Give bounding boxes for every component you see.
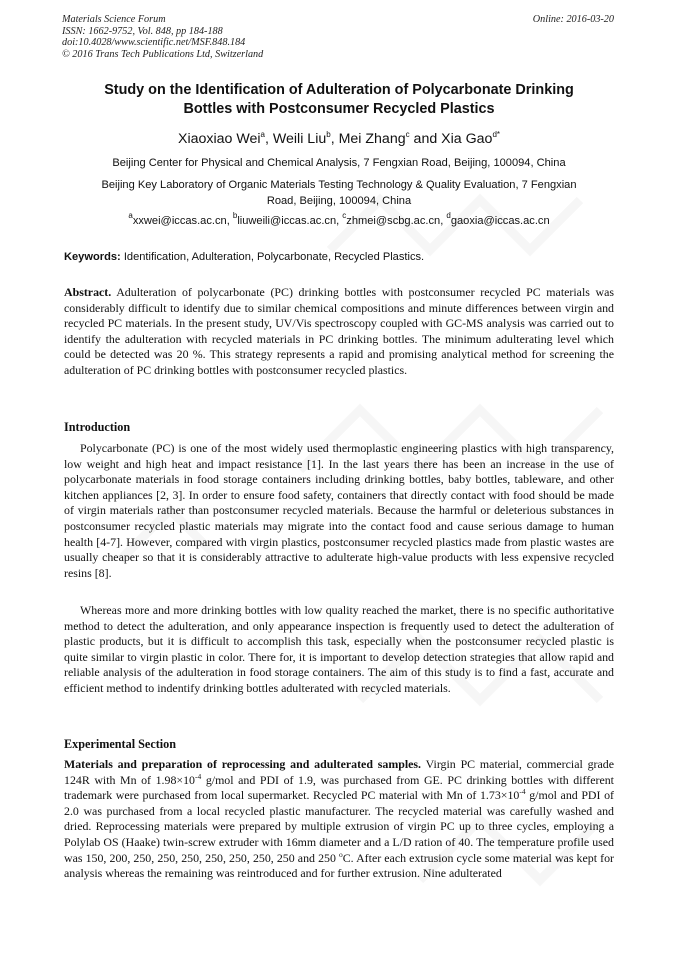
- journal-metadata: [62, 14, 263, 60]
- journal-issn: ISSN: 1662-9752, Vol. 848, pp 184-188: [62, 25, 223, 37]
- experimental-lead: Materials and preparation of reprocessing and adulterated samples.: [64, 757, 422, 771]
- title-line-2: Bottles with Postconsumer Recycled Plastics: [183, 101, 495, 117]
- affiliation-2-line-1: Beijing Key Laboratory of Organic Materials Testing Technology & Quality Evaluation, 7 Fengxian: [101, 179, 577, 191]
- email-link[interactable]: xxwei@iccas.ac.cn: [132, 215, 227, 227]
- title-line-1: Study on the Identification of Adulteration of Polycarbonate Drinking: [104, 82, 574, 98]
- abstract-text: Adulteration of polycarbonate (PC) drinking bottles with postconsumer recycled PC materials was considerably difficult to identify due to similar chemical compositions and minute differences between virgin and recycled PC materials. In the present study, UV/Vis spectroscopy coupled with GC-MS analysis was carried out to identify the adulteration with recycled materials in PC drinking bottles. The minimum adulterating level which could be detected was 20 %. This strategy represents a rapid and promising analytical method for screening the adulteration of PC drinking bottles with postconsumer recycled plastics.: [64, 285, 614, 377]
- email-mark: d: [446, 211, 451, 220]
- email-link[interactable]: zhmei@scbg.ac.cn: [346, 215, 441, 227]
- online-date: Online: 2016-03-20: [532, 14, 614, 25]
- author-affil-mark: b: [326, 130, 331, 139]
- journal-name: Materials Science Forum: [62, 14, 166, 25]
- author-name: Xia Gao: [441, 131, 493, 147]
- experimental-heading: Experimental Section: [64, 737, 177, 751]
- keywords-text: Identification, Adulteration, Polycarbonate, Recycled Plastics.: [123, 251, 425, 263]
- journal-doi[interactable]: doi:10.4028/www.scientific.net/MSF.848.184: [62, 37, 246, 49]
- experimental-text-3: g/mol and PDI of 2.0 was purchased from a local recycled plastic manufacturer. The recycled material was carefully washed and dried. Reprocessing materials were prepared by multiple extrusion of virgin PC up to three cycles, employing a Polylab OS (Haake) twin-screw extruder with 16mm diameter and a L/D ration of 40. The temperature profile used was 150, 200, 250, 250, 250, 250, 250, 250, 250 and 250: [64, 788, 614, 865]
- affiliation-2-line-2: Road, Beijing, 100094, China: [266, 194, 412, 207]
- paper-title: [60, 81, 618, 119]
- author-list: Xiaoxiao Wei$^a$, Weili Liu$^b$, Mei Zhang$^c$ and Xia Gao$^{d*}$: [177, 130, 500, 147]
- experimental-text-1: Virgin PC material, commercial grade 124R with Mn of 1.98×10: [64, 757, 614, 787]
- degree-mark: o: [339, 849, 343, 859]
- author-affil-mark: c: [405, 130, 410, 139]
- keywords: [64, 250, 614, 265]
- email-mark: a: [128, 211, 133, 220]
- introduction-paragraph-1: Polycarbonate (PC) is one of the most widely used thermoplastic engineering plastics with high transparency, low weight and high heat and impact resistance [1]. In the last years there has been an increase in the use of polycarbonate materials in food storage containers including drinking bottles, baby bottles, tableware, and other kitchen appliances [2, 3]. In order to ensure food safety, containers that directly contact with food should be made of virgin materials rather than postconsumer recycled materials. Because the harmful or deleterious substances in postconsumer recycled plastic materials may migrate into the contact food and cause serious damage to human health [4-7]. However, compared with virgin plastics, postconsumer recycled plastics made from plastic wastes are usually cheaper so that it is considerably attractive to adulterate high-value products with less expensive recycled resins [8].: [64, 441, 614, 580]
- email-link[interactable]: gaoxia@iccas.ac.cn: [450, 215, 550, 227]
- author-emails: $^a$xxwei@iccas.ac.cn, $^b$liuweili@iccas.ac.cn, $^c$zhmei@scbg.ac.cn, $^d$gaoxia@iccas.ac.cn: [128, 211, 550, 227]
- experimental-text-4: C. After each extrusion cycle some material was kept for analysis whereas the remaining was reintroduced and for further extrusion. Nine adulterated: [64, 850, 614, 881]
- introduction-heading: Introduction: [64, 420, 131, 434]
- keywords-label: Keywords:: [64, 251, 121, 263]
- affiliation-1: Beijing Center for Physical and Chemical Analysis, 7 Fengxian Road, Beijing, 100094, China: [112, 157, 566, 169]
- abstract: [64, 285, 614, 379]
- author-affil-mark: d*: [492, 130, 500, 139]
- experimental-text-2: g/mol and PDI of 1.9, was purchased from GE. PC drinking bottles with different trademark were purchased from local supermarket. Recycled PC material with Mn of 1.73×10: [64, 772, 614, 803]
- author-affil-mark: a: [260, 130, 265, 139]
- abstract-label: Abstract.: [64, 285, 112, 299]
- affiliation-2: [60, 178, 618, 209]
- email-link[interactable]: liuweili@iccas.ac.cn: [237, 215, 337, 227]
- email-mark: c: [342, 211, 347, 220]
- introduction-paragraph-2: Whereas more and more drinking bottles with low quality reached the market, there is no specific authoritative method to detect the adulteration, and only appearance inspection is frequently used to detect the adulteration of plastic products, but it is difficult to accomplish this task, especially when the postconsumer recycled plastic is quite similar to virgin plastic in color. There for, it is important to develop detection strategies that allow rapid and reliable analysis of the adulteration in food storage containers. The aim of this study is to find a fast, accurate and efficient method to indentify drinking bottles adulterated with recycled materials.: [64, 603, 614, 695]
- author-name: Mei Zhang: [338, 131, 406, 147]
- journal-copyright: © 2016 Trans Tech Publications Ltd, Switzerland: [62, 48, 264, 60]
- experimental-paragraph: [64, 757, 614, 882]
- author-name: Xiaoxiao Wei: [177, 131, 261, 147]
- exponent: -4: [519, 787, 526, 797]
- email-mark: b: [232, 211, 238, 220]
- exponent: -4: [195, 771, 202, 781]
- author-name: Weili Liu: [272, 131, 327, 147]
